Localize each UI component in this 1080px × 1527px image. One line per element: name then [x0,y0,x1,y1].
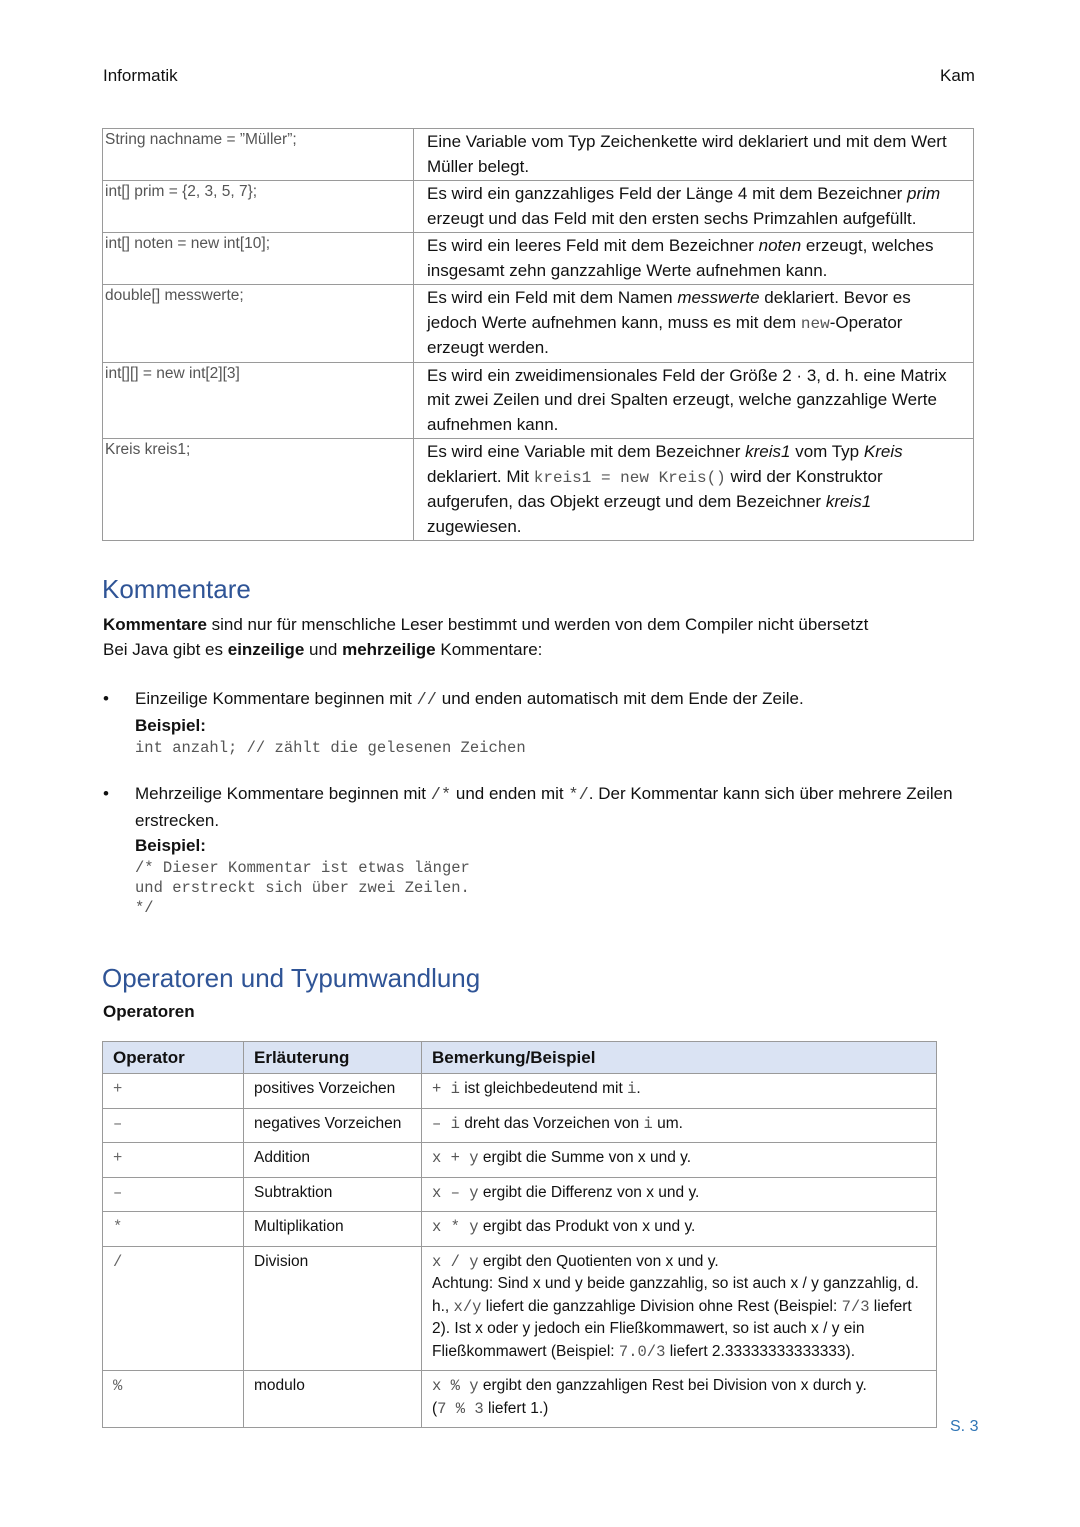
description-cell: Es wird ein zweidimensionales Feld der Größe 2 · 3, d. h. eine Matrix mit zwei Zeilen und drei Spalten erzeugt, welche ganzzahlige Werte aufnehmen kann. [414,362,974,439]
code-cell: int[][] = new int[2][3] [103,362,414,439]
bold-term: mehrzeilige [342,640,436,659]
text: Achtung: Sind x und y beide ganzzahlig, so ist auch x / y ganzzahlig, d. h., [432,1275,919,1315]
desc-identifier: kreis1 [745,442,791,461]
desc-code: kreis1 = new Kreis() [533,468,726,487]
column-header-erlaeuterung: Erläuterung [244,1042,422,1074]
inline-code: x % y [432,1377,479,1395]
bullet-icon: • [103,689,109,708]
code-cell: String nachname = ”Müller”; [103,129,414,181]
operators-table [102,1041,937,1428]
text: . Der Kommentar kann sich über mehrere Zeilen erstrecken. [135,784,953,830]
inline-code: // [416,691,438,710]
table-row [103,1074,937,1109]
text: liefert die ganzzahlige Division ohne Rest (Beispiel: [481,1297,842,1315]
remark-cell [422,1108,937,1143]
desc-identifier: prim [907,184,941,203]
text: und enden automatisch mit dem Ende der Zeile. [437,689,804,708]
desc-text: Es wird ein Feld mit dem Namen [427,288,678,307]
inline-code: 7/3 [841,1297,870,1316]
desc-identifier: noten [758,236,802,255]
bullet-text [135,686,983,713]
explanation-cell: Division [244,1246,422,1371]
table-row [103,1371,937,1428]
desc-text: Es wird eine Variable mit dem Bezeichner [427,442,746,461]
inline-code: x – y [432,1183,479,1202]
text: liefert 2). Ist x oder y jedoch ein Fließkommawert, so ist auch x / y ein Fließkommawert (Beispiel: [432,1297,912,1360]
text: ergibt den ganzzahligen Rest bei Division von x durch y. [478,1377,867,1394]
table-row [103,233,974,285]
inline-code: i [643,1114,653,1133]
section-heading-operatoren: Operatoren und Typumwandlung [102,963,481,993]
bullet-single-line-comments [103,686,983,758]
desc-code: new [800,314,830,333]
remark-cell [422,1371,937,1428]
description-cell [414,285,974,363]
inline-code: x / y [432,1252,479,1271]
inline-code: – i [432,1114,460,1133]
kommentare-intro-2 [103,637,542,662]
intro-text: sind nur für menschliche Leser bestimmt und werden von dem Compiler nicht übersetzt [206,615,869,634]
explanation-cell: Addition [244,1143,422,1178]
text: um. [652,1114,683,1132]
subheading-operatoren: Operatoren [103,1002,195,1021]
table-row [103,1246,937,1371]
column-header-bemerkung: Bemerkung/Beispiel [422,1042,937,1074]
explanation-cell: positives Vorzeichen [244,1074,422,1109]
text: ergibt das Produkt von x und y. [478,1218,696,1235]
operator-cell: % [103,1371,244,1428]
text: Mehrzeilige Kommentare beginnen mit [135,784,431,803]
division-note [432,1273,926,1363]
bullet-icon: • [103,784,109,803]
table-row [103,129,974,181]
description-cell [414,181,974,233]
bold-term: Kommentare [103,615,207,634]
inline-code: x * y [432,1218,479,1236]
header-author: Kam [940,66,975,85]
desc-type: Kreis [863,442,903,461]
code-cell: Kreis kreis1; [103,439,414,541]
description-cell: Eine Variable vom Typ Zeichenkette wird deklariert und mit dem Wert Müller belegt. [414,129,974,181]
operator-cell: / [103,1246,244,1371]
table-row [103,1212,937,1247]
bold-term: einzeilige [227,640,305,659]
desc-text: deklariert. Bevor es jedoch Werte aufnehmen kann, muss es mit dem [427,288,911,332]
remark-cell [422,1212,937,1247]
text: ergibt die Differenz von x und y. [478,1183,700,1201]
bullet-multi-line-comments [103,781,983,918]
operator-cell: + [103,1143,244,1178]
table-row [103,362,974,439]
desc-text: deklariert. Mit [427,466,534,486]
table-row [103,181,974,233]
desc-text: erzeugt und das Feld mit den ersten sechs Primzahlen aufgefüllt. [427,208,917,228]
explanation-cell: Multiplikation [244,1212,422,1247]
text: ergibt den Quotienten von x und y. [478,1252,719,1270]
table-row [103,1177,937,1212]
table-row [103,1108,937,1143]
code-cell: int[] prim = {2, 3, 5, 7}; [103,181,414,233]
text: ergibt die Summe von x und y. [478,1149,692,1166]
inline-code: */ [568,786,589,805]
operator-cell: – [103,1108,244,1143]
remark-cell [422,1074,937,1109]
inline-code: 7 % 3 [437,1399,484,1418]
text: dreht das Vorzeichen von [459,1114,644,1132]
desc-text: erzeugt, welches insgesamt zehn ganzzahlige Werte aufnehmen kann. [427,236,934,280]
remark-cell [422,1143,937,1178]
page-number: S. 3 [950,1418,979,1435]
desc-text: wird der Konstruktor aufgerufen, das Objekt erzeugt und dem Bezeichner [427,466,883,511]
table-row [103,439,974,541]
inline-code: i [627,1080,637,1098]
operator-cell: + [103,1074,244,1109]
desc-text: Es wird ein leeres Feld mit dem Bezeichner [427,236,759,255]
inline-code: x + y [432,1149,479,1167]
remark-cell [422,1246,937,1371]
example-code-line: /* Dieser Kommentar ist etwas länger [135,859,470,877]
example-code-line: */ [135,899,154,917]
desc-text: vom Typ [790,442,864,461]
inline-code: 7.0/3 [618,1342,666,1361]
desc-text: zugewiesen. [427,516,522,536]
example-label: Beispiel: [135,716,206,735]
table-row [103,1143,937,1178]
example-label: Beispiel: [135,836,206,855]
description-cell [414,439,974,541]
code-cell: double[] messwerte; [103,285,414,363]
desc-identifier: messwerte [677,288,760,307]
table-header-row [103,1042,937,1074]
inline-code: x/y [453,1297,482,1316]
kommentare-intro-1 [103,612,868,637]
example-code-line: und erstreckt sich über zwei Zeilen. [135,879,470,897]
text: . [636,1080,641,1097]
code-cell: int[] noten = new int[10]; [103,233,414,285]
text: liefert 2.33333333333333). [665,1342,856,1360]
bullet-text [135,781,983,833]
intro-text: und [304,640,343,659]
explanation-cell: Subtraktion [244,1177,422,1212]
operator-cell: * [103,1212,244,1247]
desc-text: -Operator erzeugt werden. [427,312,903,357]
inline-code: /* [430,786,452,805]
desc-text: Es wird ein ganzzahliges Feld der Länge 4 mit dem Bezeichner [427,184,908,203]
header-subject: Informatik [103,66,178,85]
table-row [103,285,974,363]
explanation-cell: modulo [244,1371,422,1428]
inline-code: + i [432,1080,460,1098]
text: Einzeilige Kommentare beginnen mit [135,689,417,708]
example-code: int anzahl; // zählt die gelesenen Zeichen [135,739,526,757]
operator-cell: – [103,1177,244,1212]
text: und enden mit [451,784,569,803]
description-cell [414,233,974,285]
remark-cell [422,1177,937,1212]
explanation-cell: negatives Vorzeichen [244,1108,422,1143]
text: ist gleichbedeutend mit [459,1080,628,1097]
intro-text: Kommentare: [435,640,543,659]
desc-identifier: kreis1 [825,492,872,511]
section-heading-kommentare: Kommentare [102,574,251,604]
column-header-operator: Operator [103,1042,244,1074]
text: ( [432,1399,438,1417]
text: liefert 1.) [483,1399,549,1417]
intro-text: Bei Java gibt es [103,640,228,659]
declarations-table [102,128,974,541]
